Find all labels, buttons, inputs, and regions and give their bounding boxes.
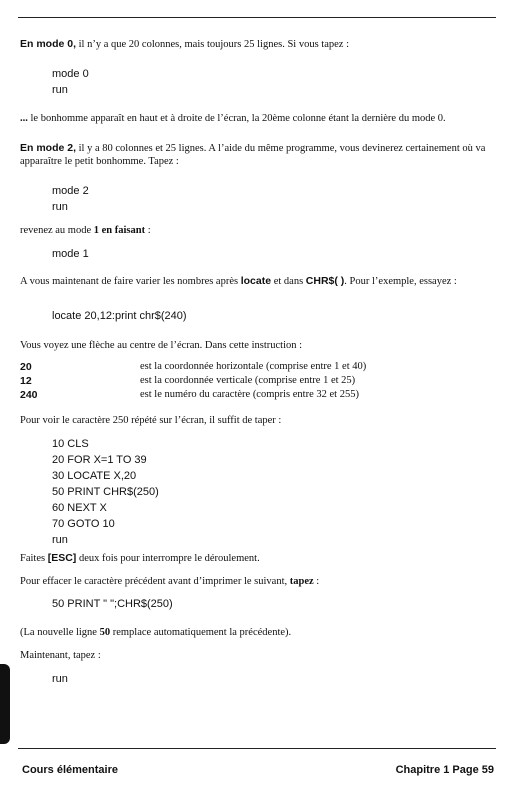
- code-block-6: [52, 596, 173, 612]
- esc-text-1: Faites: [20, 553, 48, 564]
- bonhomme-text: le bonhomme apparaît en haut et à droite de l’écran, la 20ème colonne étant la dernière du mode 0.: [27, 113, 446, 124]
- paragraph-mode-0: [20, 38, 494, 51]
- code-line: 10 CLS: [52, 438, 89, 450]
- definition-row: [20, 388, 490, 402]
- footer-course-title: Cours élémentaire: [22, 764, 118, 776]
- footer-chapter-page: Chapitre 1 Page 59: [395, 764, 494, 776]
- code-line: run: [52, 673, 68, 685]
- paragraph-fleche: Vous voyez une flèche au centre de l’écran. Dans cette instruction :: [20, 340, 303, 351]
- code-line: run: [52, 84, 68, 96]
- mode-0-text: il n’y a que 20 colonnes, mais toujours 25 lignes. Si vous tapez :: [76, 39, 349, 50]
- code-line: run: [52, 201, 68, 213]
- code-block-4: [52, 308, 187, 324]
- nouvelle-text-1: (La nouvelle ligne: [20, 627, 100, 638]
- effacer-text-1: Pour effacer le caractère précédent avant d’imprimer le suivant,: [20, 576, 290, 587]
- paragraph-bonhomme: [20, 112, 494, 125]
- definition-term: 240: [20, 389, 38, 401]
- paragraph-effacer: [20, 575, 494, 588]
- revenez-text: revenez au mode: [20, 225, 94, 236]
- definition-term: 20: [20, 361, 32, 373]
- code-line: run: [52, 534, 68, 546]
- bottom-rule: [18, 748, 496, 749]
- mode-0-lead: En mode 0,: [20, 38, 77, 50]
- code-line: 20 FOR X=1 TO 39: [52, 454, 147, 466]
- top-rule: [18, 17, 496, 18]
- mode-2-lead: En mode 2,: [20, 142, 77, 154]
- paragraph-esc: [20, 552, 494, 565]
- code-line: 70 GOTO 10: [52, 518, 115, 530]
- code-line: 30 LOCATE X,20: [52, 470, 137, 482]
- esc-key: [ESC]: [47, 552, 77, 564]
- locate-keyword: locate: [240, 275, 272, 287]
- code-block-2: [52, 183, 89, 215]
- ellipsis: ...: [20, 113, 28, 124]
- code-line: mode 2: [52, 185, 89, 197]
- code-line: 50 PRINT CHR$(250): [52, 486, 159, 498]
- effacer-text-2: :: [313, 576, 320, 587]
- esc-text-2: deux fois pour interrompre le déroulement.: [76, 553, 260, 564]
- code-block-7: [52, 671, 68, 687]
- code-block-program: [52, 436, 159, 548]
- paragraph-varier: [20, 275, 494, 288]
- definition-desc: est la coordonnée verticale (comprise entre 1 et 25): [140, 375, 356, 386]
- code-line: mode 0: [52, 68, 89, 80]
- paragraph-revenez: [20, 224, 494, 237]
- chr-keyword: CHR$( ): [305, 275, 345, 287]
- varier-text-2: et dans: [271, 276, 306, 287]
- paragraph-nouvelle-ligne: [20, 626, 494, 639]
- code-block-1: [52, 66, 89, 98]
- nouvelle-text-2: remplace automatiquement la précédente).: [110, 627, 292, 638]
- varier-text-3: . Pour l’exemple, essayez :: [344, 276, 457, 287]
- code-line: 60 NEXT X: [52, 502, 107, 514]
- code-line: locate 20,12:print chr$(240): [52, 310, 187, 322]
- definition-desc: est le numéro du caractère (compris entre 32 et 255): [140, 389, 359, 400]
- definition-row: [20, 360, 490, 374]
- paragraph-caractere-250: Pour voir le caractère 250 répété sur l’écran, il suffit de taper :: [20, 415, 282, 426]
- definition-desc: est la coordonnée horizontale (comprise entre 1 et 40): [140, 361, 367, 372]
- varier-text-1: A vous maintenant de faire varier les nombres après: [20, 276, 241, 287]
- line-number: 50: [99, 627, 111, 638]
- mode-2-text: il y a 80 colonnes et 25 lignes. A l’aide du même programme, vous devinerez certainement où va apparaître le petit bonhomme. Tapez :: [20, 143, 486, 167]
- scan-edge-mark: [0, 664, 10, 744]
- code-line: 50 PRINT " ";CHR$(250): [52, 598, 173, 610]
- paragraph-maintenant: Maintenant, tapez :: [20, 650, 101, 661]
- revenez-bold: 1 en faisant: [93, 225, 146, 236]
- definition-row: [20, 374, 490, 388]
- code-line: mode 1: [52, 248, 89, 260]
- effacer-bold: tapez: [289, 576, 314, 587]
- definition-term: 12: [20, 375, 32, 387]
- revenez-end: :: [145, 225, 151, 236]
- code-block-3: [52, 246, 89, 262]
- paragraph-mode-2: [20, 142, 494, 168]
